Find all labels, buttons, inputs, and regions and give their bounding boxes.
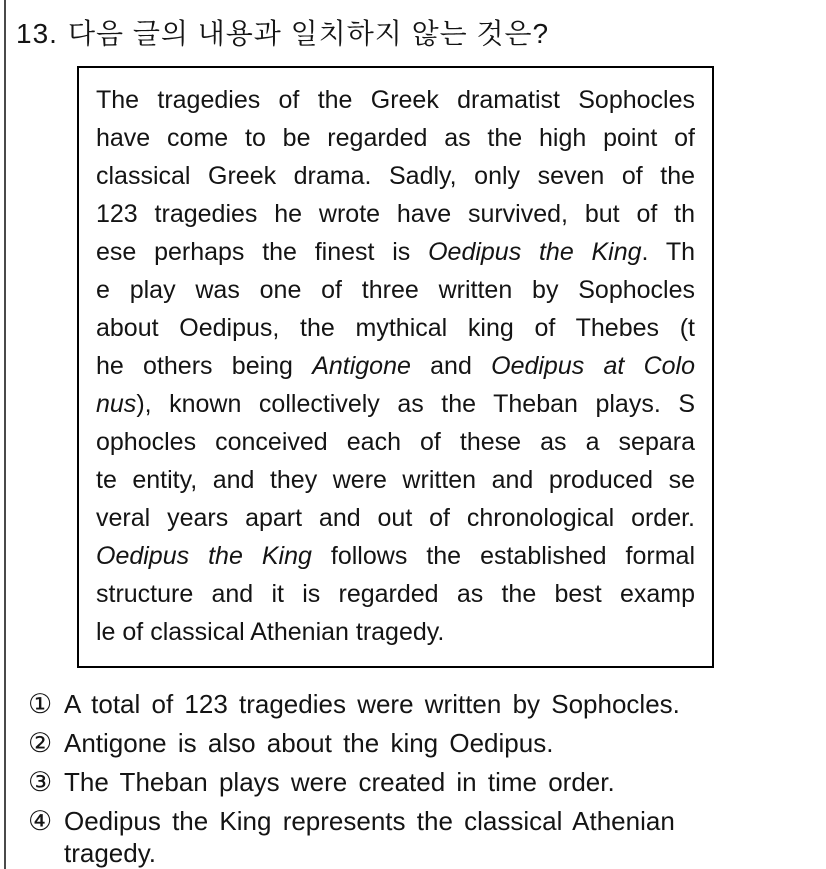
- passage-line: The tragedies of the Greek dramatist Sophocles: [96, 86, 695, 114]
- passage-line: classical Greek drama. Sadly, only seven of the: [96, 162, 695, 190]
- passage-line: ophocles conceived each of these as a separa: [96, 428, 695, 456]
- passage-line: 123 tragedies he wrote have survived, but of th: [96, 200, 695, 228]
- question-block: [16, 0, 812, 869]
- option-3-number: ③: [28, 767, 53, 797]
- option-3-text: The Theban plays were created in time order.: [64, 767, 615, 797]
- option-2-text: Antigone is also about the king Oedipus.: [64, 728, 554, 758]
- passage-text: [96, 81, 695, 651]
- option-2-number: ②: [28, 728, 53, 758]
- option-4-number: ④: [28, 806, 53, 836]
- passage-line: veral years apart and out of chronological order.: [96, 504, 695, 532]
- passage-box: [77, 66, 714, 668]
- option-1-number: ①: [28, 689, 53, 719]
- passage-line: about Oedipus, the mythical king of Thebes (t: [96, 314, 695, 342]
- question-header: [16, 17, 812, 51]
- column-divider-line: [4, 0, 6, 869]
- passage-line: structure and it is regarded as the best examp: [96, 580, 695, 608]
- passage-line: have come to be regarded as the high point of: [96, 124, 695, 152]
- option-3[interactable]: [28, 766, 812, 798]
- option-1[interactable]: [28, 688, 812, 720]
- option-1-text: A total of 123 tragedies were written by Sophocles.: [64, 689, 680, 719]
- passage-line: e play was one of three written by Sophocles: [96, 276, 695, 304]
- passage-line: te entity, and they were written and produced se: [96, 466, 695, 494]
- option-2[interactable]: [28, 727, 812, 759]
- option-4-text: Oedipus the King represents the classical Athenian tragedy.: [64, 806, 675, 868]
- option-4[interactable]: [28, 805, 812, 869]
- passage-line: le of classical Athenian tragedy.: [96, 618, 445, 646]
- passage-line: ese perhaps the finest is Oedipus the King. Th: [96, 238, 695, 266]
- question-text: 다음 글의 내용과 일치하지 않는 것은?: [67, 18, 550, 49]
- passage-line: Oedipus the King follows the established formal: [96, 542, 695, 570]
- passage-line: he others being Antigone and Oedipus at Colo: [96, 352, 695, 380]
- passage-line: nus), known collectively as the Theban plays. S: [96, 390, 695, 418]
- question-number: 13.: [16, 18, 58, 49]
- answer-options: [28, 688, 812, 869]
